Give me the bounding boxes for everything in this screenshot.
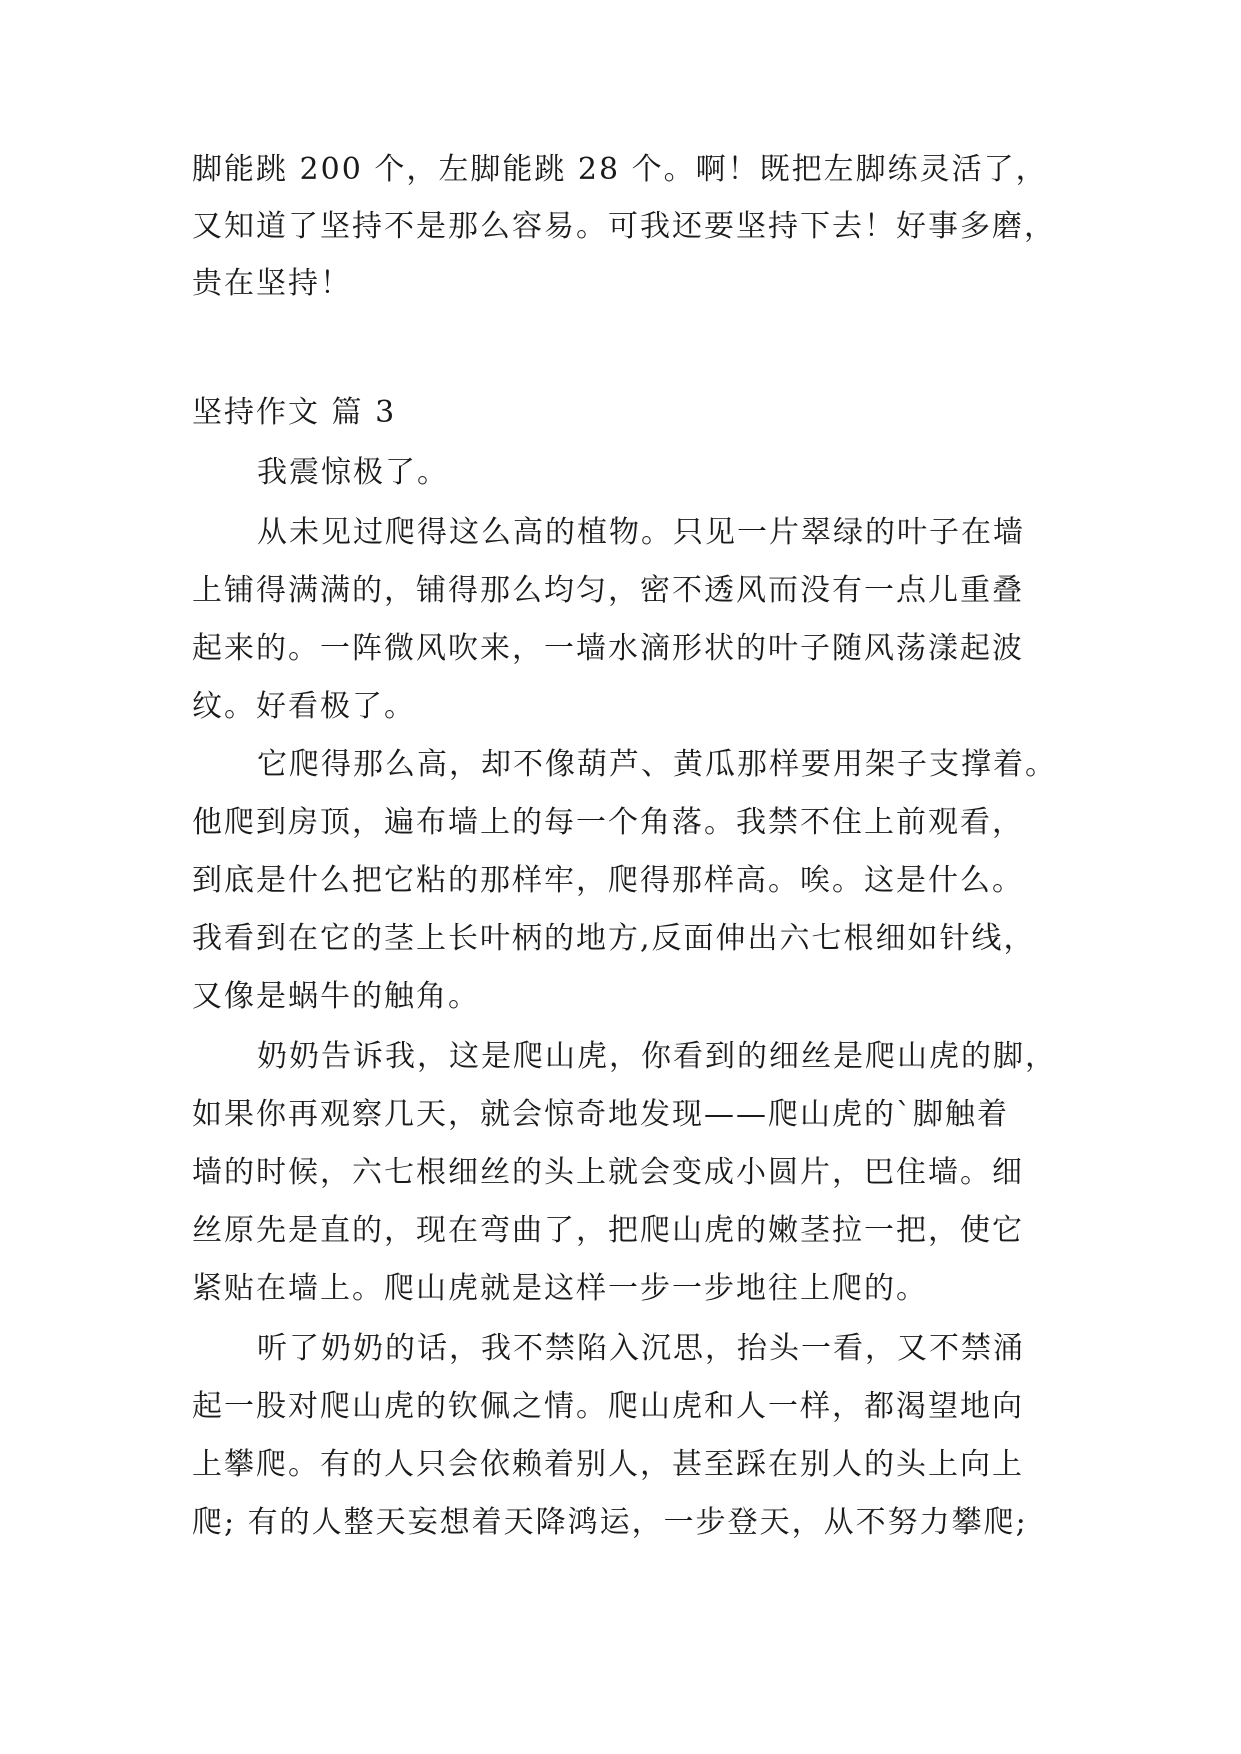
text-line: 我看到在它的茎上长叶柄的地方,反面伸出六七根细如针线， (192, 921, 1036, 956)
text-line: 起一股对爬山虎的钦佩之情。爬山虎和人一样，都渴望地向 (192, 1389, 1024, 1424)
text-line: 脚能跳 200 个，左脚能跳 28 个。啊！既把左脚练灵活了， (192, 152, 1048, 187)
text-line: 上铺得满满的，铺得那么均匀，密不透风而没有一点儿重叠 (192, 573, 1024, 608)
text-line: 又知道了坚持不是那么容易。可我还要坚持下去！好事多磨， (192, 209, 1056, 244)
text-line: 听了奶奶的话，我不禁陷入沉思，抬头一看，又不禁涌 (257, 1331, 1025, 1366)
text-line: 贵在坚持！ (192, 266, 352, 301)
text-line: 上攀爬。有的人只会依赖着别人，甚至踩在别人的头上向上 (192, 1447, 1024, 1482)
text-line: 墙的时候，六七根细丝的头上就会变成小圆片，巴住墙。细 (192, 1155, 1024, 1190)
text-line: 到底是什么把它粘的那样牢，爬得那样高。唉。这是什么。 (192, 863, 1024, 898)
text-line: 爬; 有的人整天妄想着天降鸿运，一步登天，从不努力攀爬; (192, 1505, 1028, 1540)
text-line: 如果你再观察几天，就会惊奇地发现——爬山虎的`脚触着 (192, 1097, 1009, 1132)
text-line: 他爬到房顶，遍布墙上的每一个角落。我禁不住上前观看， (192, 805, 1024, 840)
text-line: 从未见过爬得这么高的植物。只见一片翠绿的叶子在墙 (257, 515, 1025, 550)
text-line: 我震惊极了。 (257, 455, 449, 490)
text-line: 它爬得那么高，却不像葫芦、黄瓜那样要用架子支撑着。 (257, 747, 1057, 782)
text-line: 起来的。一阵微风吹来，一墙水滴形状的叶子随风荡漾起波 (192, 631, 1024, 666)
text-line: 紧贴在墙上。爬山虎就是这样一步一步地往上爬的。 (192, 1271, 928, 1306)
text-line: 奶奶告诉我，这是爬山虎，你看到的细丝是爬山虎的脚， (257, 1039, 1057, 1074)
text-line: 纹。好看极了。 (192, 689, 416, 724)
section-title: 坚持作文 篇 3 (192, 395, 397, 430)
text-line: 又像是蜗牛的触角。 (192, 979, 480, 1014)
text-line: 丝原先是直的，现在弯曲了，把爬山虎的嫩茎拉一把，使它 (192, 1213, 1024, 1248)
